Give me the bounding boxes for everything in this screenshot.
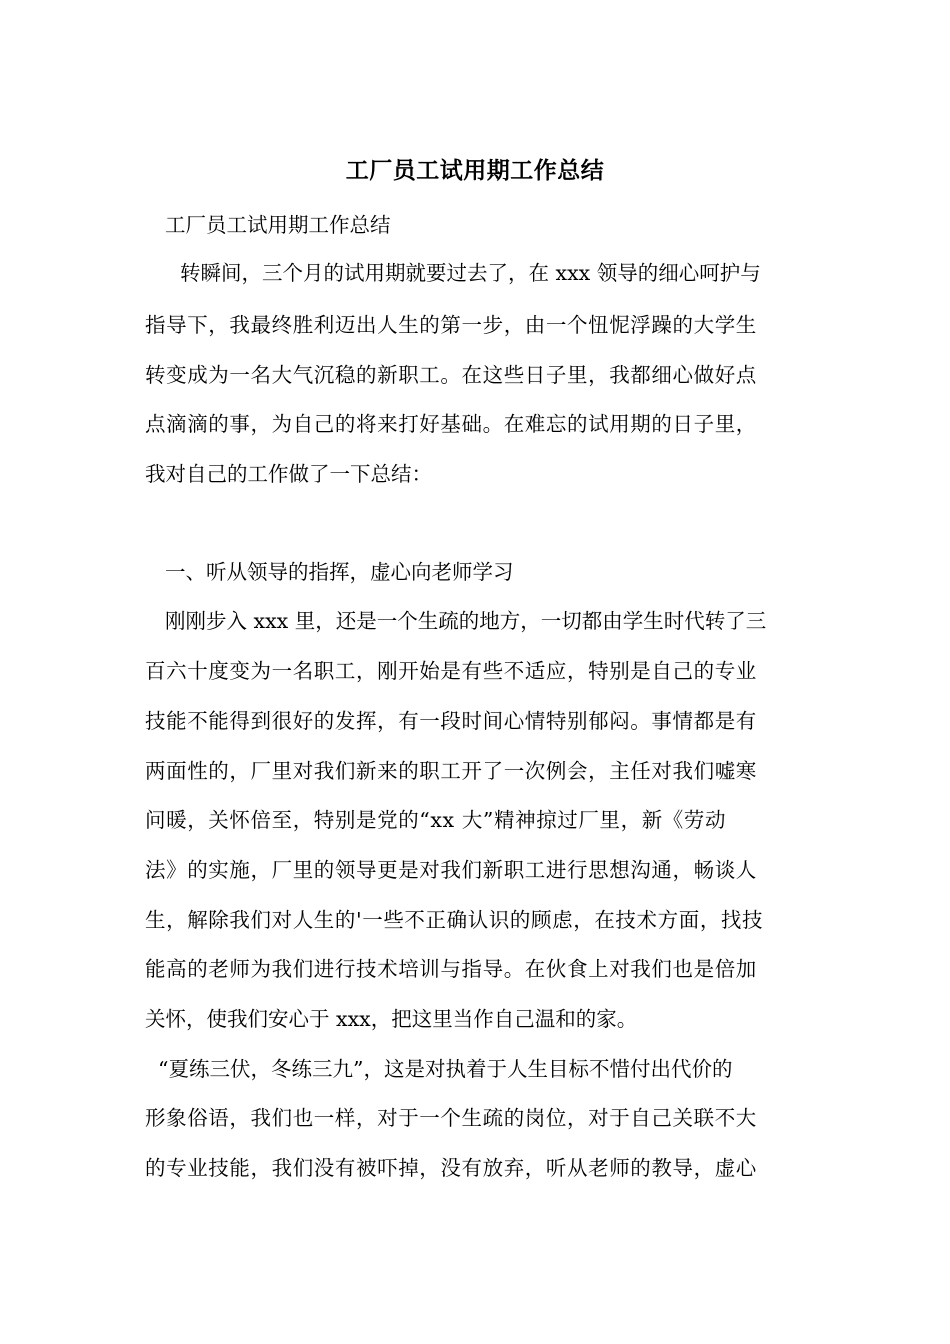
paragraph-line: 的专业技能，我们没有被吓掉，没有放弃，听从老师的教导，虚心	[145, 1156, 757, 1180]
paragraph-line: 技能不能得到很好的发挥，有一段时间心情特别郁闷。事情都是有	[145, 709, 757, 733]
paragraph-line: 形象俗语，我们也一样，对于一个生疏的岗位，对于自己关联不大	[145, 1106, 757, 1130]
paragraph-line: 指导下，我最终胜利迈出人生的第一步，由一个忸怩浮躁的大学生	[145, 313, 757, 337]
paragraph-line: 能高的老师为我们进行技术培训与指导。在伙食上对我们也是倍加	[145, 957, 757, 981]
document-title: 工厂员工试用期工作总结	[345, 157, 605, 184]
paragraph-line: 我对自己的工作做了一下总结：	[145, 462, 432, 486]
paragraph-line: 法》的实施，厂里的领导更是对我们新职工进行思想沟通，畅谈人	[145, 858, 757, 882]
paragraph-line: 问暖，关怀倍至，特别是党的“xx 大”精神掠过厂里，新《劳动	[145, 808, 727, 832]
paragraph-line: 刚刚步入 xxx 里，还是一个生疏的地方，一切都由学生时代转了三	[165, 609, 767, 633]
paragraph-line: 生，解除我们对人生的'一些不正确认识的顾虑，在技术方面，找技	[145, 908, 764, 932]
paragraph-line: 两面性的，厂里对我们新来的职工开了一次例会，主任对我们嘘寒	[145, 759, 757, 783]
paragraph-line: “夏练三伏，冬练三九”，这是对执着于人生目标不惜付出代价的	[158, 1057, 733, 1081]
paragraph-line: 转瞬间，三个月的试用期就要过去了，在 xxx 领导的细心呵护与	[180, 261, 761, 285]
section-heading: 一、听从领导的指挥，虚心向老师学习	[165, 560, 514, 584]
paragraph-line: 点滴滴的事，为自己的将来打好基础。在难忘的试用期的日子里，	[145, 412, 757, 436]
paragraph-line: 百六十度变为一名职工，刚开始是有些不适应，特别是自己的专业	[145, 659, 757, 683]
paragraph-line: 转变成为一名大气沉稳的新职工。在这些日子里，我都细心做好点	[145, 363, 757, 387]
subtitle-line: 工厂员工试用期工作总结	[165, 213, 391, 237]
paragraph-line: 关怀，使我们安心于 xxx，把这里当作自己温和的家。	[145, 1007, 638, 1031]
